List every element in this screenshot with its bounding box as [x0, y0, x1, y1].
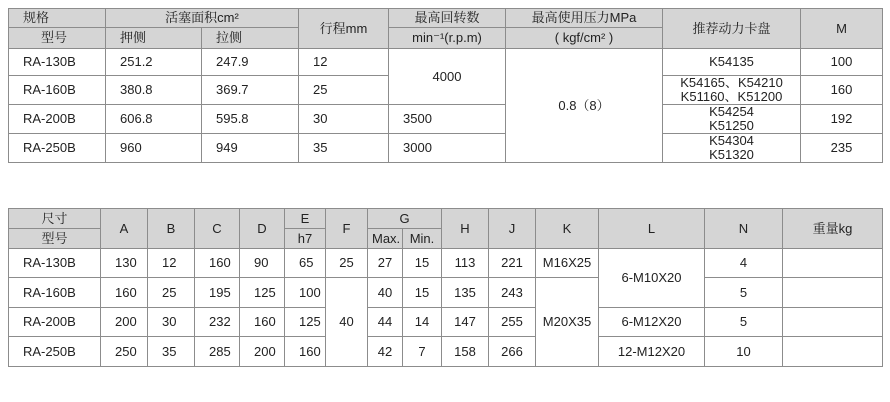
stroke-cell: 35 — [299, 134, 389, 163]
g-header: G — [368, 209, 442, 229]
a-cell: 130 — [101, 249, 148, 278]
push-cell: 380.8 — [106, 76, 202, 105]
l-cell-130-160: 6-M10X20 — [599, 249, 705, 308]
b-cell: 35 — [148, 337, 195, 367]
e-cell: 160 — [285, 337, 326, 367]
speed-cell-130-160: 4000 — [389, 49, 506, 105]
j-cell: 243 — [489, 278, 536, 308]
l-cell-200: 6-M12X20 — [599, 308, 705, 337]
model-header: 型号 — [9, 28, 106, 49]
h-cell: 147 — [442, 308, 489, 337]
model-cell: RA-200B — [9, 308, 101, 337]
speed-cell-250: 3000 — [389, 134, 506, 163]
k-cell: M16X25 — [536, 249, 599, 278]
g-min-cell: 15 — [403, 249, 442, 278]
d-cell: 125 — [240, 278, 285, 308]
weight-cell — [783, 249, 883, 278]
e-tolerance-header: h7 — [285, 229, 326, 249]
max-pressure-unit: ( kgf/cm² ) — [506, 28, 663, 49]
e-cell: 65 — [285, 249, 326, 278]
dimension-table — [8, 208, 883, 367]
pull-cell: 369.7 — [202, 76, 299, 105]
a-header: A — [101, 209, 148, 249]
k-cell-rest: M20X35 — [536, 278, 599, 367]
b-cell: 12 — [148, 249, 195, 278]
push-side-header: 押侧 — [106, 28, 202, 49]
g-max-header: Max. — [368, 229, 403, 249]
model-cell: RA-200B — [9, 105, 106, 134]
n-header: N — [705, 209, 783, 249]
g-max-cell: 27 — [368, 249, 403, 278]
model-cell: RA-160B — [9, 278, 101, 308]
j-header: J — [489, 209, 536, 249]
g-max-cell: 42 — [368, 337, 403, 367]
piston-spec-table — [8, 8, 883, 163]
b-cell: 30 — [148, 308, 195, 337]
g-min-cell: 7 — [403, 337, 442, 367]
j-cell: 221 — [489, 249, 536, 278]
n-cell: 4 — [705, 249, 783, 278]
f-cell-rest: 40 — [326, 278, 368, 367]
push-cell: 960 — [106, 134, 202, 163]
l-header: L — [599, 209, 705, 249]
j-cell: 266 — [489, 337, 536, 367]
pull-side-header: 拉侧 — [202, 28, 299, 49]
chuck-line-2: K51160、K51200 — [680, 89, 783, 104]
g-min-cell: 15 — [403, 278, 442, 308]
c-cell: 160 — [195, 249, 240, 278]
pull-cell: 949 — [202, 134, 299, 163]
n-cell: 10 — [705, 337, 783, 367]
c-header: C — [195, 209, 240, 249]
n-cell: 5 — [705, 278, 783, 308]
chuck-header: 推荐动力卡盘 — [663, 9, 801, 49]
stroke-header: 行程mm — [299, 9, 389, 49]
stroke-cell: 25 — [299, 76, 389, 105]
e-cell: 100 — [285, 278, 326, 308]
max-pressure-header: 最高使用压力MPa — [506, 9, 663, 28]
c-cell: 195 — [195, 278, 240, 308]
c-cell: 285 — [195, 337, 240, 367]
g-max-cell: 44 — [368, 308, 403, 337]
c-cell: 232 — [195, 308, 240, 337]
h-cell: 158 — [442, 337, 489, 367]
m-cell: 235 — [801, 134, 883, 163]
f-cell: 25 — [326, 249, 368, 278]
e-header: E — [285, 209, 326, 229]
f-header: F — [326, 209, 368, 249]
a-cell: 160 — [101, 278, 148, 308]
d-cell: 200 — [240, 337, 285, 367]
h-cell: 135 — [442, 278, 489, 308]
model-cell: RA-130B — [9, 249, 101, 278]
m-header: M — [801, 9, 883, 49]
weight-cell — [783, 308, 883, 337]
chuck-cell — [663, 134, 801, 163]
chuck-cell — [663, 105, 801, 134]
e-cell: 125 — [285, 308, 326, 337]
j-cell: 255 — [489, 308, 536, 337]
k-header: K — [536, 209, 599, 249]
m-cell: 192 — [801, 105, 883, 134]
pull-cell: 595.8 — [202, 105, 299, 134]
b-cell: 25 — [148, 278, 195, 308]
pull-cell: 247.9 — [202, 49, 299, 76]
chuck-line-2: K51250 — [709, 118, 754, 133]
l-cell-250: 12-M12X20 — [599, 337, 705, 367]
weight-cell — [783, 337, 883, 367]
m-cell: 100 — [801, 49, 883, 76]
g-max-cell: 40 — [368, 278, 403, 308]
g-min-header: Min. — [403, 229, 442, 249]
push-cell: 251.2 — [106, 49, 202, 76]
d-cell: 160 — [240, 308, 285, 337]
stroke-cell: 30 — [299, 105, 389, 134]
d-header: D — [240, 209, 285, 249]
model-header: 型号 — [9, 229, 101, 249]
chuck-line-1: K54304 — [709, 133, 754, 148]
m-cell: 160 — [801, 76, 883, 105]
model-cell: RA-250B — [9, 337, 101, 367]
a-cell: 250 — [101, 337, 148, 367]
g-min-cell: 14 — [403, 308, 442, 337]
h-header: H — [442, 209, 489, 249]
n-cell: 5 — [705, 308, 783, 337]
model-cell: RA-160B — [9, 76, 106, 105]
model-cell: RA-250B — [9, 134, 106, 163]
max-speed-header: 最高回转数 — [389, 9, 506, 28]
pressure-cell: 0.8（8） — [506, 49, 663, 163]
max-speed-unit: min⁻¹(r.p.m) — [389, 28, 506, 49]
chuck-cell — [663, 76, 801, 105]
chuck-line-1: K54254 — [709, 104, 754, 119]
b-header: B — [148, 209, 195, 249]
chuck-line-2: K51320 — [709, 147, 754, 162]
size-header: 尺寸 — [9, 209, 101, 229]
h-cell: 113 — [442, 249, 489, 278]
speed-cell-200: 3500 — [389, 105, 506, 134]
a-cell: 200 — [101, 308, 148, 337]
piston-area-header: 活塞面积cm² — [106, 9, 299, 28]
chuck-line-1: K54165、K54210 — [680, 75, 783, 90]
chuck-cell: K54135 — [663, 49, 801, 76]
model-cell: RA-130B — [9, 49, 106, 76]
d-cell: 90 — [240, 249, 285, 278]
stroke-cell: 12 — [299, 49, 389, 76]
spec-header: 规格 — [9, 9, 106, 28]
weight-header: 重量kg — [783, 209, 883, 249]
push-cell: 606.8 — [106, 105, 202, 134]
weight-cell — [783, 278, 883, 308]
